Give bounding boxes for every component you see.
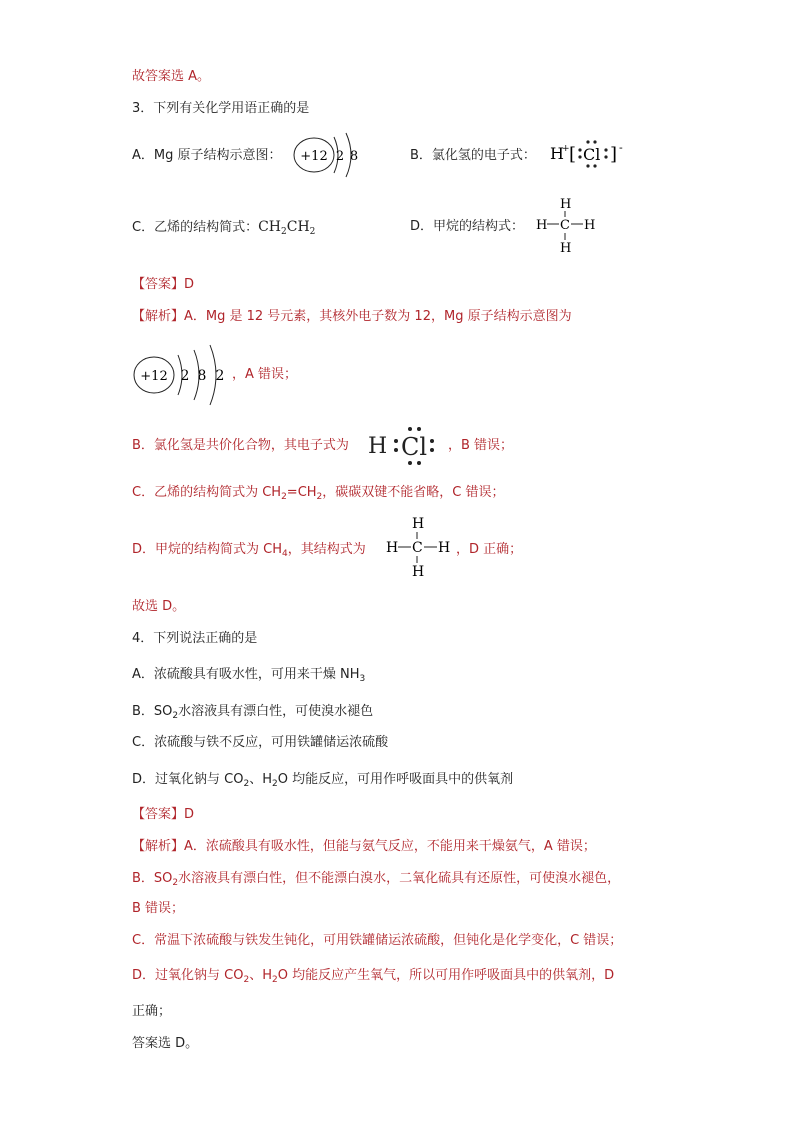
prev-conclusion: 故答案选 A。: [132, 69, 211, 84]
q3-option-d: D．甲烷的结构式：: [410, 219, 525, 234]
q4-answer: 【答案】D: [132, 807, 195, 822]
svg-text:H: H: [438, 540, 451, 556]
q3-explanation-a: 【解析】A．Mg 是 12 号元素，其核外电子数为 12，Mg 原子结构示意图为: [132, 309, 572, 324]
svg-text:8: 8: [197, 368, 207, 384]
hcl-covalent-electron-formula: [366, 424, 446, 468]
svg-text:H: H: [560, 241, 572, 256]
q3-explanation-b: B．氯化氢是共价化合物，其电子式为: [132, 438, 349, 453]
svg-text:H: H: [386, 540, 399, 556]
shell-1-electrons: 2: [335, 149, 345, 164]
ethylene-formula: $CH_2CH_2$: [258, 219, 316, 237]
svg-text:C: C: [412, 540, 423, 556]
q3-explanation-c: C．乙烯的结构简式为 $CH_2=CH_2$，碳碳双键不能省略，C 错误；: [132, 485, 505, 502]
svg-text:H: H: [560, 197, 572, 212]
svg-text:H: H: [412, 516, 425, 532]
svg-text:]: ]: [610, 144, 618, 165]
svg-text:2: 2: [215, 368, 225, 384]
q4-explanation-b: B．$SO_2$水溶液具有漂白性，但不能漂白溴水，二氧化硫具有还原性，可使溴水褪色，: [132, 871, 621, 888]
q3-explanation-d-end: ，D 正确；: [456, 542, 523, 557]
svg-text:H: H: [584, 218, 596, 233]
q3-explanation-b-end: ，B 错误；: [448, 438, 514, 453]
q4-explanation-a: 【解析】A．浓硫酸具有吸水性，但能与氨气反应，不能用来干燥氨气，A 错误；: [132, 839, 596, 854]
q4-explanation-d-cont: 正确；: [132, 1004, 172, 1019]
svg-text:Cl: Cl: [401, 433, 428, 461]
svg-text:H: H: [368, 434, 388, 459]
shell-2-electrons: 8: [349, 149, 359, 164]
q4-explanation-b-cont: B 错误；: [132, 901, 185, 916]
q3-stem: 3．下列有关化学用语正确的是: [132, 101, 310, 116]
q4-stem: 4．下列说法正确的是: [132, 631, 258, 646]
mg-atom-diagram-answer: [132, 340, 238, 410]
q3-answer: 【答案】D: [132, 277, 195, 292]
nucleus-label: +12: [300, 149, 328, 164]
q4-option-d: D．过氧化钠与 $CO_2$、$H_2O$ 均能反应，可用作呼吸面具中的供氧剂: [132, 772, 514, 789]
svg-text:Cl: Cl: [583, 145, 601, 164]
svg-text:[: [: [569, 144, 577, 165]
q4-explanation-c: C．常温下浓硫酸与铁发生钝化，可用铁罐储运浓硫酸，但钝化是化学变化，C 错误；: [132, 933, 623, 948]
svg-text:C: C: [560, 218, 570, 233]
mg-atom-diagram-option: [292, 125, 372, 185]
svg-text:H: H: [550, 144, 564, 163]
q4-explanation-d: D．过氧化钠与 $CO_2$、$H_2O$ 均能反应产生氧气，所以可用作呼吸面具中的供氧剂，D: [132, 968, 615, 985]
hcl-ionic-electron-formula: [548, 136, 638, 170]
q3-explanation-a-end: ，A 错误；: [232, 367, 298, 382]
q3-option-b: B．氯化氢的电子式：: [410, 148, 536, 163]
q3-conclusion: 故选 D。: [132, 599, 186, 614]
svg-text:-: -: [619, 141, 623, 154]
svg-text:+: +: [562, 144, 570, 154]
methane-structural-formula-option: [532, 192, 602, 258]
svg-text:2: 2: [180, 368, 190, 384]
q4-option-b: B．$SO_2$水溶液具有漂白性，可使溴水褪色: [132, 704, 374, 721]
q3-option-c: C．乙烯的结构简式：$CH_2CH_2$: [132, 219, 316, 237]
svg-text:H: H: [412, 564, 425, 580]
q3-option-a: A．Mg 原子结构示意图：: [132, 148, 282, 163]
svg-text:+12: +12: [140, 369, 168, 384]
methane-structural-formula-answer: [384, 512, 458, 582]
q4-option-c: C．浓硫酸与铁不反应，可用铁罐储运浓硫酸: [132, 735, 389, 750]
q4-conclusion: 答案选 D。: [132, 1036, 199, 1051]
svg-text:H: H: [536, 218, 548, 233]
q4-option-a: A．浓硫酸具有吸水性，可用来干燥 $NH_3$: [132, 667, 366, 684]
q3-explanation-d: D．甲烷的结构简式为 $CH_4$，其结构式为: [132, 542, 366, 559]
